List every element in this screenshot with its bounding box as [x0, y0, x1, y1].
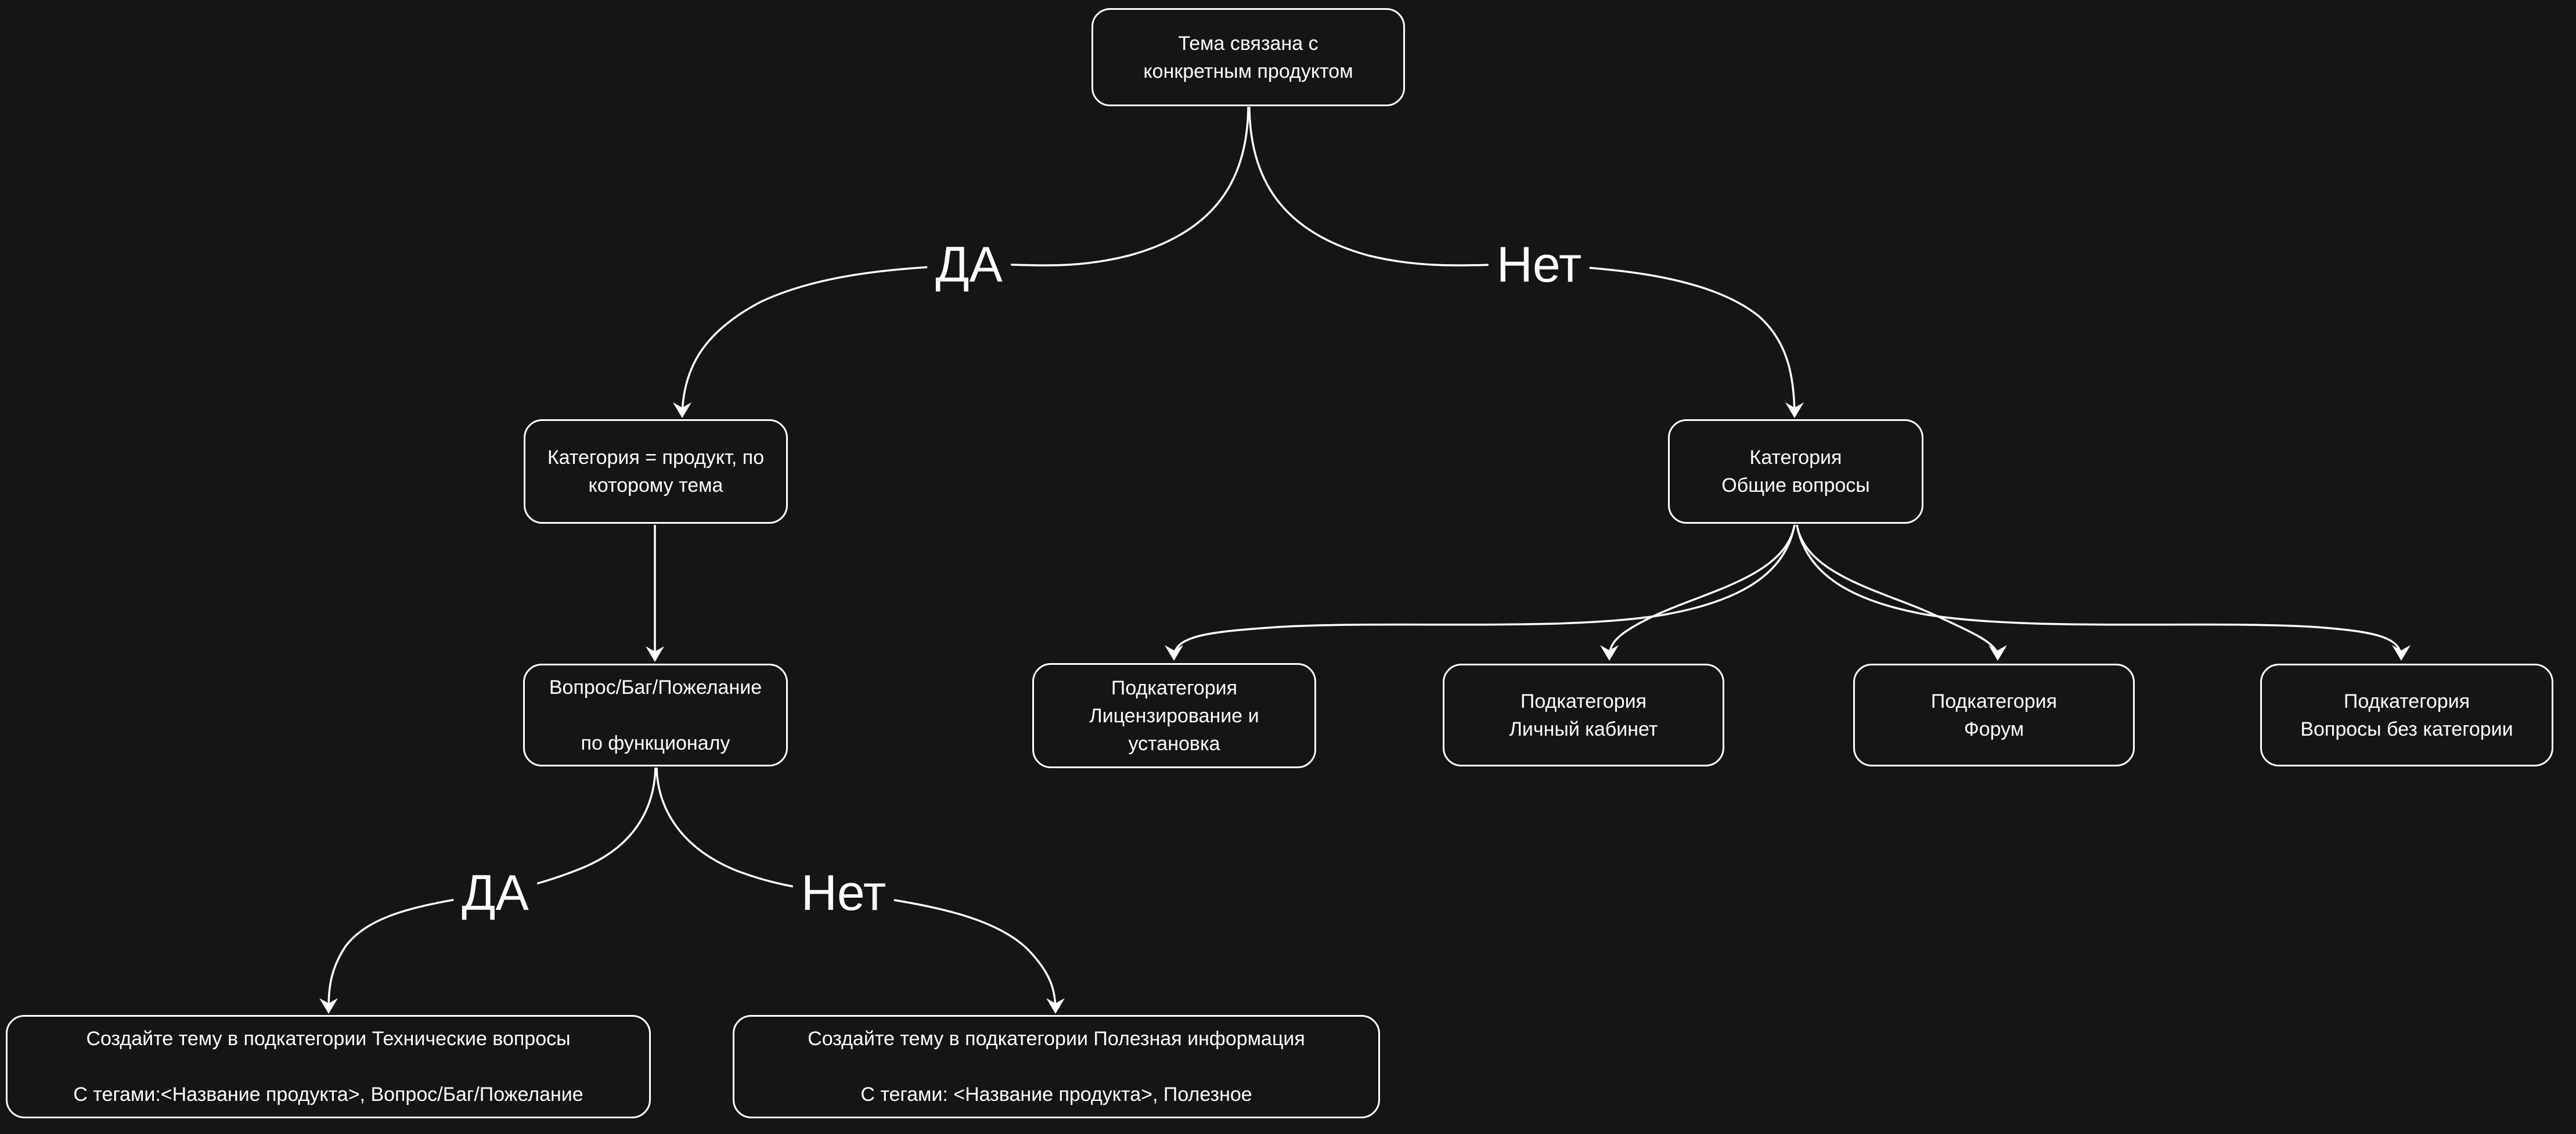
node-result-useful	[733, 1015, 1380, 1118]
node-text-line: Подкатегория	[1520, 690, 1647, 712]
edge-general-to-forum	[1797, 525, 1998, 655]
edge-label-yes-bottom: ДА	[453, 868, 537, 918]
node-text-line: конкретным продуктом	[1143, 60, 1353, 82]
edge-label-yes-top: ДА	[927, 240, 1011, 290]
edge-label-no-bottom: Нет	[793, 868, 894, 918]
node-text-line: по функционалу	[581, 732, 730, 754]
node-text-line: Форум	[1963, 718, 2024, 740]
edge-general-to-uncategorized	[1797, 525, 2401, 655]
node-text-line: Создайте тему в подкатегории Полезная информация	[808, 1028, 1305, 1050]
node-category-product	[524, 419, 788, 524]
node-text-line: Вопросы без категории	[2300, 718, 2513, 740]
node-text-line: Подкатегория	[2343, 690, 2470, 712]
node-category-general	[1668, 419, 1923, 524]
node-text-line: Подкатегория	[1930, 690, 2058, 712]
node-text-line: С тегами:<Название продукта>, Вопрос/Баг/Пожелание	[73, 1083, 583, 1106]
node-sub-forum	[1853, 664, 2135, 766]
node-text-line: Создайте тему в подкатегории Технические вопросы	[86, 1028, 571, 1050]
node-question-bug-wish	[523, 664, 788, 766]
node-text-line: Вопрос/Баг/Пожелание	[549, 676, 762, 699]
edge-label-no-top: Нет	[1489, 240, 1590, 290]
node-text-line: Категория	[1749, 447, 1842, 469]
node-sub-uncategorized	[2260, 664, 2553, 766]
node-sub-account	[1443, 664, 1724, 766]
arrowhead-icon	[1600, 645, 1619, 661]
node-text-line: Личный кабинет	[1509, 718, 1658, 740]
node-text-line: Общие вопросы	[1721, 474, 1870, 496]
node-result-technical	[6, 1015, 651, 1118]
node-topic	[1091, 8, 1405, 106]
node-text-line: Подкатегория	[1111, 676, 1238, 699]
node-text-line: которому тема	[588, 474, 723, 496]
node-text-line: установка	[1128, 732, 1220, 755]
node-text-line: Лицензирование и	[1089, 704, 1259, 727]
edge-general-to-licensing	[1174, 525, 1795, 655]
node-text-line: С тегами: <Название продукта>, Полезное	[860, 1083, 1252, 1106]
edge-general-to-account	[1609, 525, 1795, 655]
node-text-line: Тема связана с	[1178, 32, 1318, 55]
arrowhead-icon	[2392, 645, 2411, 661]
node-sub-licensing	[1032, 663, 1316, 768]
node-text-line: Категория = продукт, по	[547, 447, 765, 469]
arrowhead-icon	[1988, 645, 2007, 661]
arrowhead-icon	[1165, 645, 1183, 661]
